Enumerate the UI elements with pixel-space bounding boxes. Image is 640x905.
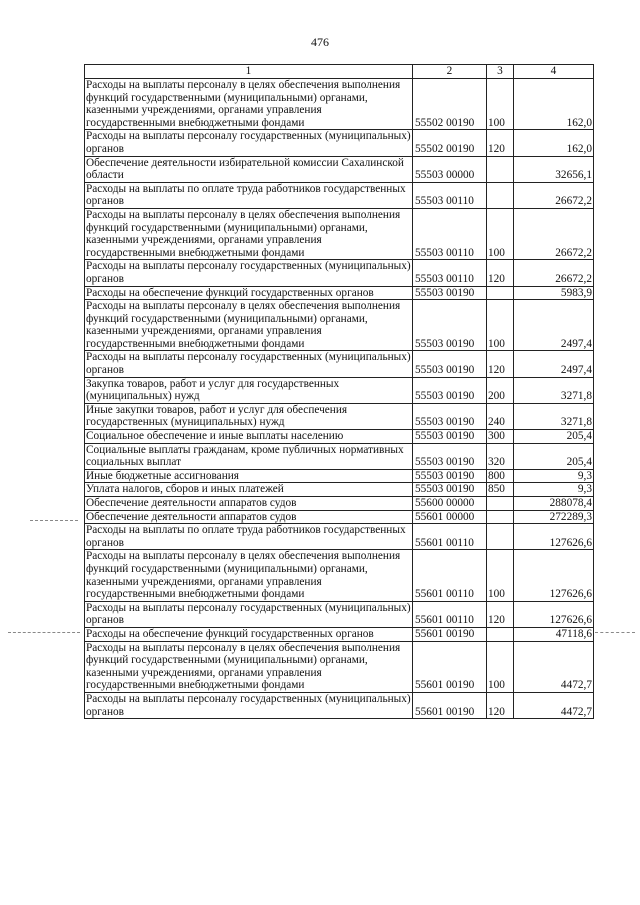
row-type-cell: 120 [487,130,514,156]
row-code-cell: 55503 00110 [413,260,487,286]
row-amount-cell: 3271,8 [514,377,594,403]
table-row [85,524,594,550]
column-header: 3 [487,65,514,79]
scan-artifact-line [595,632,635,633]
row-amount-cell: 205,4 [514,443,594,469]
column-header: 2 [413,65,487,79]
row-name-cell: Обеспечение деятельности аппаратов судов [85,497,413,511]
row-name-cell: Расходы на выплаты персоналу государственных (муниципальных) органов [86,130,411,155]
row-code-cell: 55503 00190 [413,403,487,429]
row-code-cell: 55601 00000 [413,510,487,524]
row-amount-cell: 4472,7 [514,641,594,692]
row-code-cell: 55601 00110 [413,601,487,627]
row-name-cell: Расходы на обеспечение функций государственных органов [85,627,413,641]
row-amount-cell: 26672,2 [514,260,594,286]
table-row [85,156,594,182]
page-number: 476 [311,35,329,49]
row-type-cell: 850 [487,483,514,497]
row-amount-cell: 205,4 [514,430,594,444]
row-code-cell: 55601 00190 [413,641,487,692]
row-type-cell: 120 [487,260,514,286]
table-row [85,403,594,429]
row-code-cell: 55503 00110 [413,208,487,259]
row-name-cell: Расходы на выплаты персоналу в целях обеспечения выполнения функций государственными (муниципальными) органами, казенными учреждениями, органами управления государственными внебюджетными фондами [85,300,413,351]
row-code-cell: 55503 00190 [413,430,487,444]
row-amount-cell: 127626,6 [514,550,594,601]
row-name-cell: Обеспечение деятельности избирательной комиссии Сахалинской области [85,156,413,182]
row-type-cell [487,156,514,182]
row-amount-cell: 4472,7 [514,692,594,718]
table-row [85,377,594,403]
row-type-cell: 240 [487,403,514,429]
column-header: 4 [514,65,594,79]
row-type-cell: 300 [487,430,514,444]
row-type-cell: 320 [487,443,514,469]
row-amount-cell: 2497,4 [514,300,594,351]
row-name-cell: Расходы на обеспечение функций государственных органов [85,286,413,300]
row-name-cell: Расходы на выплаты персоналу в целях обеспечения выполнения функций государственными (муниципальными) органами, казенными учреждениями, органами управления государственными внебюджетными фондами [85,641,413,692]
table-row [85,208,594,259]
table-row [85,550,594,601]
row-name-cell: Расходы на выплаты персоналу в целях обеспечения выполнения функций государственными (муниципальными) органами, казенными учреждениями, органами управления государственными внебюджетными фондами [85,79,413,130]
row-name-cell: Расходы на выплаты по оплате труда работников государственных органов [85,524,413,550]
budget-table [84,64,594,719]
table-header-row [85,65,594,79]
row-code-cell: 55503 00190 [413,300,487,351]
row-code-cell: 55502 00190 [413,130,487,156]
row-amount-cell: 127626,6 [514,601,594,627]
row-amount-cell: 32656,1 [514,156,594,182]
row-amount-cell: 9,3 [514,483,594,497]
row-name-cell: Обеспечение деятельности аппаратов судов [85,510,413,524]
row-code-cell: 55503 00190 [413,351,487,377]
table-row [85,351,594,377]
table-row [85,483,594,497]
row-type-cell: 100 [487,208,514,259]
row-amount-cell: 26672,2 [514,208,594,259]
row-name-cell: Социальные выплаты гражданам, кроме публичных нормативных социальных выплат [85,443,413,469]
row-type-cell: 100 [487,79,514,130]
row-amount-cell: 127626,6 [514,524,594,550]
row-amount-cell: 2497,4 [514,351,594,377]
row-type-cell: 200 [487,377,514,403]
row-name-cell: Закупка товаров, работ и услуг для государственных (муниципальных) нужд [85,377,413,403]
row-name-cell: Расходы на выплаты персоналу государственных (муниципальных) органов [86,260,411,285]
row-code-cell: 55503 00190 [413,377,487,403]
row-code-cell: 55601 00110 [413,524,487,550]
row-type-cell: 120 [487,692,514,718]
row-name-cell: Уплата налогов, сборов и иных платежей [85,483,413,497]
row-amount-cell: 3271,8 [514,403,594,429]
row-amount-cell: 272289,3 [514,510,594,524]
row-amount-cell: 26672,2 [514,182,594,208]
row-amount-cell: 5983,9 [514,286,594,300]
table-row [85,286,594,300]
row-type-cell: 120 [487,351,514,377]
table-row [85,182,594,208]
table-row [85,601,594,627]
table-row [85,692,594,718]
table-row [85,510,594,524]
table-row [85,79,594,130]
row-amount-cell: 288078,4 [514,497,594,511]
row-code-cell: 55503 00190 [413,443,487,469]
row-name-cell: Расходы на выплаты персоналу в целях обеспечения выполнения функций государственными (муниципальными) органами, казенными учреждениями, органами управления государственными внебюджетными фондами [85,208,413,259]
table-body [85,79,594,719]
scan-artifact-line [30,520,78,521]
table-row [85,430,594,444]
row-name-cell: Расходы на выплаты персоналу государственных (муниципальных) органов [86,601,411,627]
row-name-cell: Иные закупки товаров, работ и услуг для обеспечения государственных (муниципальных) нужд [85,403,413,429]
row-type-cell: 100 [487,550,514,601]
row-type-cell [487,497,514,511]
row-amount-cell: 162,0 [514,130,594,156]
row-code-cell: 55503 00110 [413,182,487,208]
row-type-cell: 800 [487,469,514,483]
row-type-cell [487,286,514,300]
row-code-cell: 55503 00000 [413,156,487,182]
row-code-cell: 55503 00190 [413,483,487,497]
row-code-cell: 55502 00190 [413,79,487,130]
row-name-cell: Расходы на выплаты персоналу в целях обеспечения выполнения функций государственными (муниципальными) органами, казенными учреждениями, органами управления государственными внебюджетными фондами [85,550,413,601]
table-row [85,130,594,156]
row-code-cell: 55601 00190 [413,692,487,718]
row-code-cell: 55601 00190 [413,627,487,641]
row-code-cell: 55600 00000 [413,497,487,511]
row-code-cell: 55503 00190 [413,286,487,300]
row-code-cell: 55601 00110 [413,550,487,601]
row-type-cell [487,182,514,208]
row-amount-cell: 9,3 [514,469,594,483]
column-header: 1 [85,65,413,79]
row-type-cell [487,510,514,524]
row-name-cell: Социальное обеспечение и иные выплаты населению [85,430,413,444]
table-row [85,469,594,483]
row-code-cell: 55503 00190 [413,469,487,483]
scan-artifact-line [8,632,80,633]
row-name-cell: Расходы на выплаты персоналу государственных (муниципальных) органов [86,692,411,718]
table-row [85,497,594,511]
row-name-cell: Расходы на выплаты персоналу государственных (муниципальных) органов [86,351,411,377]
table-row [85,260,594,286]
table-row [85,641,594,692]
row-type-cell: 120 [487,601,514,627]
row-name-cell: Расходы на выплаты по оплате труда работников государственных органов [85,182,413,208]
table-row [85,627,594,641]
row-type-cell: 100 [487,641,514,692]
row-type-cell [487,524,514,550]
row-type-cell: 100 [487,300,514,351]
table-row [85,300,594,351]
table-row [85,443,594,469]
row-name-cell: Иные бюджетные ассигнования [85,469,413,483]
row-amount-cell: 47118,6 [514,627,594,641]
row-amount-cell: 162,0 [514,79,594,130]
row-type-cell [487,627,514,641]
